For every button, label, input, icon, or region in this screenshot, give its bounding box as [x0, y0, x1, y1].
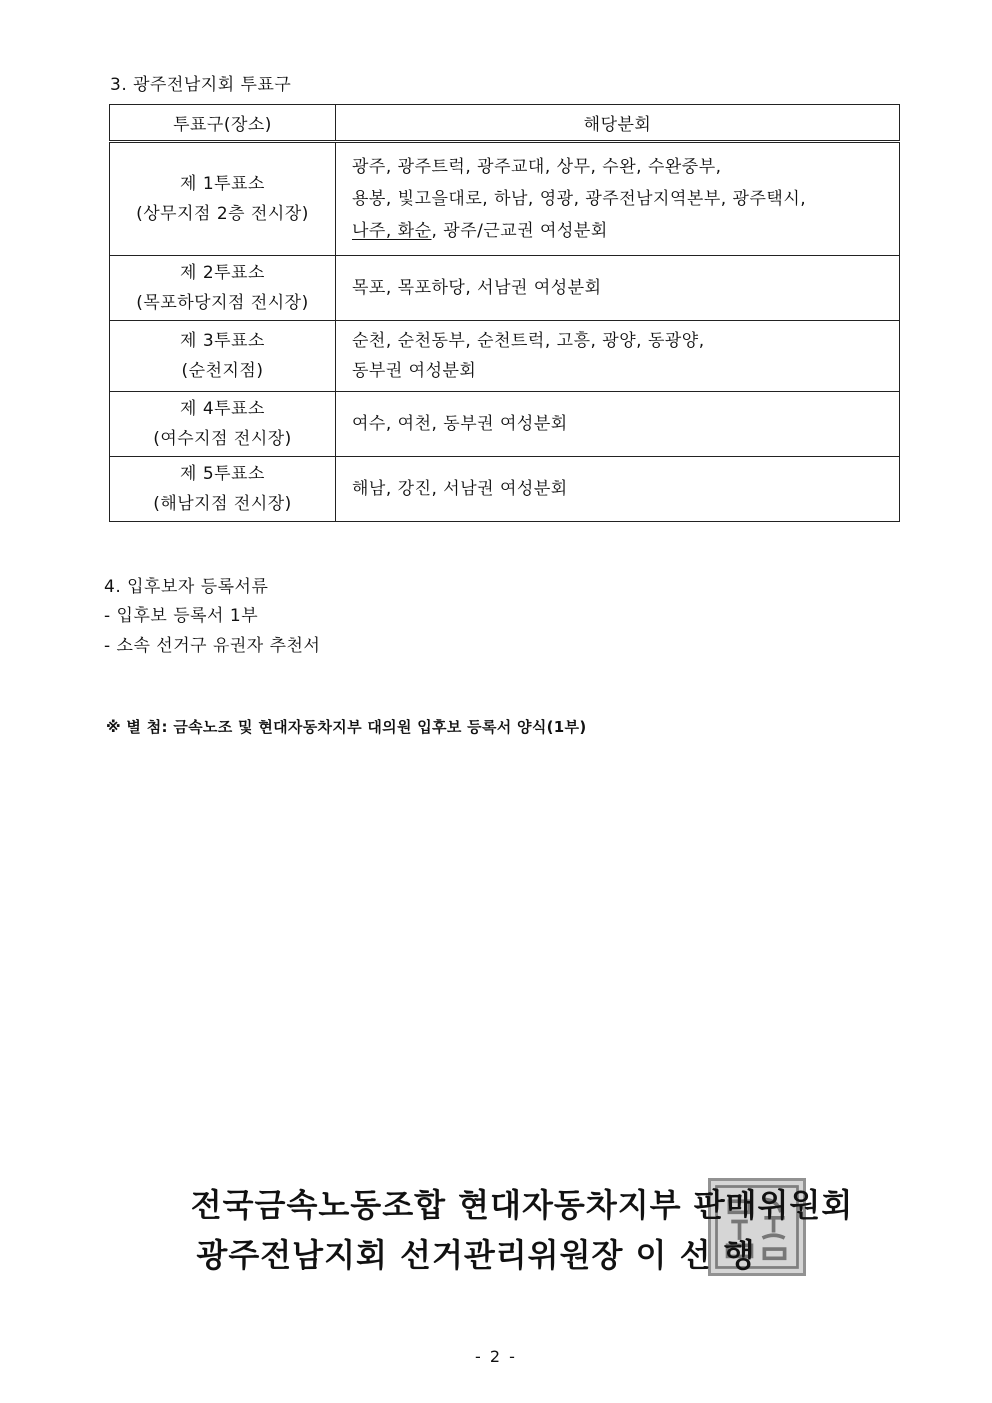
polling-station-name: 제 1투표소	[180, 174, 265, 194]
branches-cell	[336, 256, 900, 321]
polling-station-name: 제 2투표소	[180, 263, 265, 283]
branches-cell	[336, 142, 900, 256]
polling-place-cell	[110, 457, 336, 522]
polling-station-name: 제 4투표소	[180, 399, 265, 419]
underlined-branches: 나주, 화순	[352, 221, 432, 241]
polling-stations-table	[109, 104, 900, 522]
signature-organization: 전국금속노동조합 현대자동차지부 판매위원회	[190, 1186, 854, 1224]
required-document-item: - 입후보 등록서 1부	[104, 606, 259, 626]
polling-place-cell	[110, 256, 336, 321]
branches-cell	[336, 457, 900, 522]
branch-line: 동부권 여성분회	[352, 361, 477, 381]
section-4-title: 4. 입후보자 등록서류	[104, 577, 269, 597]
branch-line: 여수, 여천, 동부권 여성분회	[352, 414, 568, 434]
header-branches: 해당분회	[336, 105, 900, 142]
table-row	[110, 142, 900, 256]
polling-station-name: 제 3투표소	[180, 331, 265, 351]
table-row	[110, 256, 900, 321]
polling-place-cell	[110, 321, 336, 392]
page-number: - 2 -	[475, 1347, 517, 1366]
branch-line: 해남, 강진, 서남권 여성분회	[352, 479, 568, 499]
table-row	[110, 457, 900, 522]
branch-line-tail: , 광주/근교권 여성분회	[431, 221, 608, 241]
polling-station-location: (여수지점 전시장)	[153, 429, 292, 449]
table-header-row	[110, 105, 900, 142]
table-row	[110, 392, 900, 457]
signature-chairman: 광주전남지회 선거관리위원장 이 선 행	[196, 1236, 756, 1274]
branch-line: 광주, 광주트럭, 광주교대, 상무, 수완, 수완중부,	[352, 157, 722, 177]
polling-station-name: 제 5투표소	[180, 464, 265, 484]
polling-station-location: (목포하당지점 전시장)	[136, 293, 309, 313]
section-3-title: 3. 광주전남지회 투표구	[110, 75, 292, 95]
attachment-note: ※ 별 첨: 금속노조 및 현대자동차지부 대의원 입후보 등록서 양식(1부)	[106, 718, 587, 736]
branch-line	[352, 215, 899, 247]
polling-place-cell	[110, 392, 336, 457]
header-polling-place: 투표구(장소)	[110, 105, 336, 142]
polling-place-cell	[110, 142, 336, 256]
branch-line: 용봉, 빛고을대로, 하남, 영광, 광주전남지역본부, 광주택시,	[352, 189, 807, 209]
polling-station-location: (순천지점)	[181, 361, 264, 381]
branches-cell	[336, 321, 900, 392]
table-row	[110, 321, 900, 392]
branch-line: 순천, 순천동부, 순천트럭, 고흥, 광양, 동광양,	[352, 331, 705, 351]
required-document-item: - 소속 선거구 유권자 추천서	[104, 636, 321, 656]
branch-line: 목포, 목포하당, 서남권 여성분회	[352, 278, 602, 298]
polling-station-location: (상무지점 2층 전시장)	[136, 204, 309, 224]
branches-cell	[336, 392, 900, 457]
polling-station-location: (해남지점 전시장)	[153, 494, 292, 514]
